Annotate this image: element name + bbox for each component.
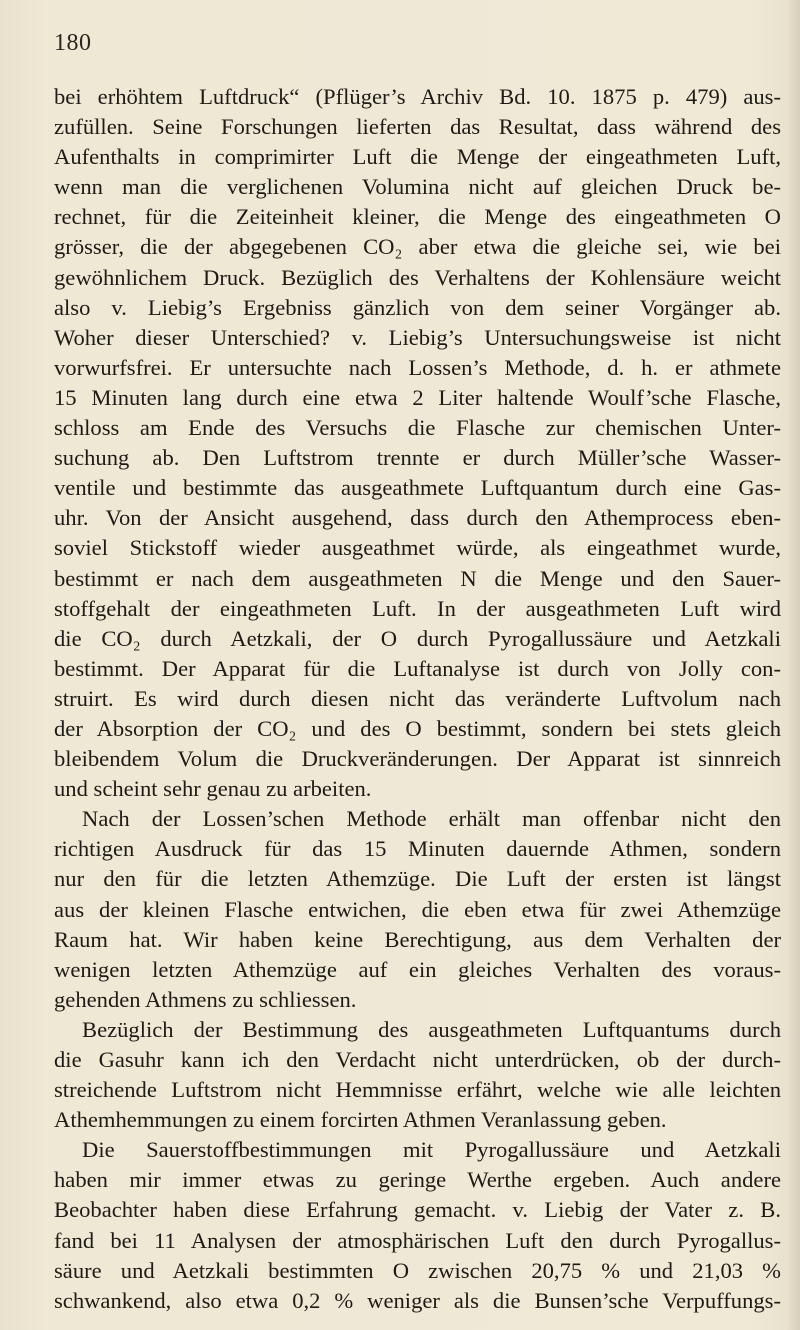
text-line: uhr. Von der Ansicht ausgehend, dass durch den Athemprocess eben- [54, 505, 781, 531]
text-line: 15 Minuten lang durch eine etwa 2 Liter haltende Woulf’sche Flasche, [54, 384, 781, 410]
text-line: die Gasuhr kann ich den Verdacht nicht unterdrücken, ob der durch- [54, 1047, 781, 1072]
text-line: grösser, die der abgegebenen CO₂ aber etwa die gleiche sei, wie bei [54, 234, 781, 260]
text-line: stoffgehalt der eingeathmeten Luft. In der ausgeathmeten Luft wird [54, 595, 781, 621]
body-text [54, 82, 781, 1316]
paragraph-3 [54, 1015, 781, 1135]
text-line: richtigen Ausdruck für das 15 Minuten dauernde Athmen, sondern [54, 836, 781, 862]
page-edge-shadow [786, 0, 800, 1330]
text-line: säure und Aetzkali bestimmten O zwischen 20,75 % und 21,03 % [54, 1257, 781, 1283]
paragraph-1 [54, 82, 781, 804]
text-line: Nach der Lossen’schen Methode erhält man offenbar nicht den [82, 806, 781, 832]
text-line: bestimmt. Der Apparat für die Luftanalyse ist durch von Jolly con- [54, 655, 781, 681]
text-line: streichende Luftstrom nicht Hemmnisse erfährt, welche wie alle leichten [54, 1077, 781, 1103]
text-line: haben mir immer etwas zu geringe Werthe ergeben. Auch andere [54, 1167, 781, 1193]
text-line: ventile und bestimmte das ausgeathmete Luftquantum durch eine Gas- [54, 475, 781, 501]
text-line: vorwurfsfrei. Er untersuchte nach Lossen’s Methode, d. h. er athmete [54, 354, 781, 380]
text-line: soviel Stickstoff wieder ausgeathmet würde, als eingeathmet wurde, [54, 535, 781, 561]
text-line: wenn man die verglichenen Volumina nicht auf gleichen Druck be- [54, 174, 781, 200]
paragraph-4 [54, 1135, 781, 1316]
text-line: Bezüglich der Bestimmung des ausgeathmeten Luftquantums durch [82, 1016, 781, 1042]
page-number: 180 [54, 30, 92, 56]
text-line: Raum hat. Wir haben keine Berechtigung, aus dem Verhalten der [54, 926, 781, 952]
text-line: also v. Liebig’s Ergebniss gänzlich von dem seiner Vorgänger ab. [54, 294, 781, 320]
text-line: Aufenthalts in comprimirter Luft die Menge der eingeathmeten Luft, [54, 144, 781, 170]
text-line: Beobachter haben diese Erfahrung gemacht. v. Liebig der Vater z. B. [54, 1197, 781, 1223]
text-line: Athemhemmungen zu einem forcirten Athmen Veranlassung geben. [54, 1107, 667, 1133]
text-line: Die Sauerstoffbestimmungen mit Pyrogallussäure und Aetzkali [82, 1137, 781, 1163]
text-line: struirt. Es wird durch diesen nicht das veränderte Luftvolum nach [54, 685, 781, 711]
text-line: bleibendem Volum die Druckveränderungen. Der Apparat ist sinnreich [54, 746, 781, 772]
text-line: aus der kleinen Flasche entwichen, die eben etwa für zwei Athemzüge [54, 896, 781, 922]
text-line: gewöhnlichem Druck. Bezüglich des Verhaltens der Kohlensäure weicht [54, 264, 781, 290]
text-line: wenigen letzten Athemzüge auf ein gleiches Verhalten des voraus- [54, 956, 781, 982]
text-line: fand bei 11 Analysen der atmosphärischen Luft den durch Pyrogallus- [54, 1227, 781, 1253]
text-line: rechnet, für die Zeiteinheit kleiner, die Menge des eingeathmeten O [54, 204, 781, 230]
text-line: Woher dieser Unterschied? v. Liebig’s Untersuchungsweise ist nicht [54, 324, 781, 350]
text-line: suchung ab. Den Luftstrom trennte er durch Müller’sche Wasser- [54, 445, 781, 471]
text-line: bei erhöhtem Luftdruck“ (Pflüger’s Archiv Bd. 10. 1875 p. 479) aus- [54, 84, 781, 109]
text-line: schloss am Ende des Versuchs die Flasche zur chemischen Unter- [54, 415, 781, 441]
text-line: die CO₂ durch Aetzkali, der O durch Pyrogallussäure und Aetzkali [54, 625, 781, 651]
text-line: gehenden Athmens zu schliessen. [54, 986, 357, 1012]
text-line: nur den für die letzten Athemzüge. Die Luft der ersten ist längst [54, 866, 781, 892]
text-line: schwankend, also etwa 0,2 % weniger als die Bunsen’sche Verpuffungs- [54, 1287, 781, 1313]
text-line: bestimmt er nach dem ausgeathmeten N die Menge und den Sauer- [54, 565, 781, 591]
text-line: zufüllen. Seine Forschungen lieferten das Resultat, dass während des [54, 114, 781, 140]
text-line: der Absorption der CO₂ und des O bestimmt, sondern bei stets gleich [54, 715, 781, 741]
text-line: und scheint sehr genau zu arbeiten. [54, 776, 372, 802]
paragraph-2 [54, 804, 781, 1015]
